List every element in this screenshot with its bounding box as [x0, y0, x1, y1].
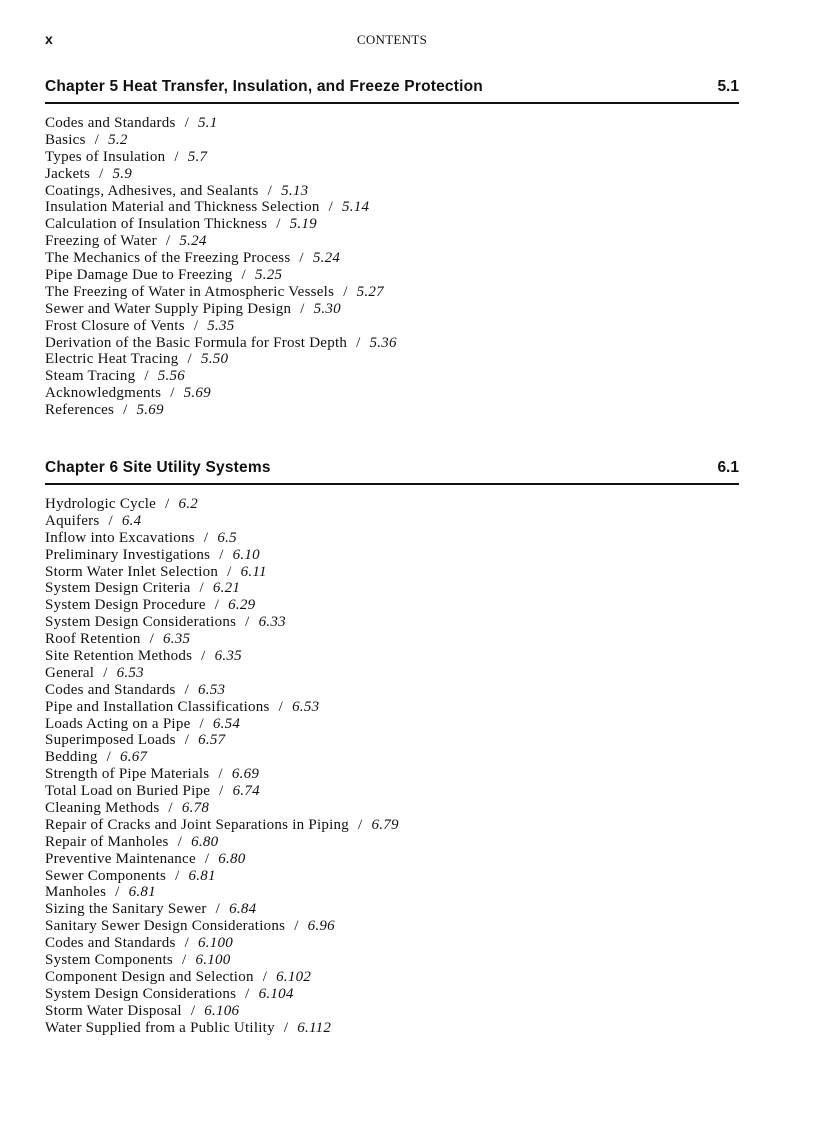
entry-page: 5.13	[281, 182, 309, 199]
entry-title: Jackets	[45, 165, 91, 182]
entry-separator: /	[184, 935, 189, 952]
chapter-page: 5.1	[717, 78, 739, 95]
toc-entry	[45, 547, 399, 564]
toc-entry	[45, 699, 399, 716]
entry-title: Manholes	[45, 884, 107, 901]
entry-title: Basics	[45, 131, 86, 148]
toc-entry	[45, 284, 397, 301]
entry-separator: /	[356, 334, 361, 351]
entry-separator: /	[219, 783, 224, 800]
entry-title: System Components	[45, 952, 174, 969]
entry-page: 5.56	[157, 368, 186, 385]
entry-page: 6.81	[188, 867, 216, 884]
entry-title: Storm Water Disposal	[45, 1002, 182, 1019]
entry-title: Calculation of Insulation Thickness	[45, 216, 268, 233]
entry-page: 6.96	[307, 918, 335, 935]
toc-entry	[45, 732, 399, 749]
entry-title: Electric Heat Tracing	[45, 351, 179, 368]
entry-title: Steam Tracing	[45, 368, 136, 385]
entry-title: Acknowledgments	[45, 385, 162, 402]
entry-page: 5.1	[198, 115, 218, 131]
entry-separator: /	[328, 199, 333, 216]
entry-separator: /	[294, 918, 299, 935]
toc-entry	[45, 132, 397, 149]
entry-page: 5.25	[254, 267, 283, 284]
toc-entry	[45, 800, 399, 817]
entry-page: 6.53	[116, 664, 144, 681]
running-head: CONTENTS	[356, 32, 428, 47]
entry-title: Repair of Cracks and Joint Separations in Piping	[45, 816, 350, 833]
toc-entry	[45, 851, 399, 868]
entry-separator: /	[199, 715, 204, 732]
toc-entry	[45, 402, 397, 419]
entry-page: 6.53	[292, 698, 320, 715]
entry-separator: /	[175, 867, 180, 884]
entry-page: 5.35	[207, 317, 235, 334]
entry-title: The Freezing of Water in Atmospheric Vessels	[45, 283, 335, 300]
entry-page: 6.2	[178, 496, 198, 512]
entry-page: 5.36	[369, 334, 397, 351]
toc-entry	[45, 267, 397, 284]
toc-entry	[45, 884, 399, 901]
toc-entry	[45, 665, 399, 682]
entry-title: References	[45, 402, 115, 419]
entry-separator: /	[204, 850, 210, 867]
entry-separator: /	[343, 283, 348, 300]
entry-separator: /	[170, 385, 175, 402]
toc-entry	[45, 183, 397, 200]
entry-page: 6.106	[204, 1002, 240, 1019]
entry-separator: /	[144, 368, 149, 385]
chapter-5-heading	[45, 78, 739, 104]
page-header	[45, 31, 739, 51]
toc-entry	[45, 250, 397, 267]
entry-page: 6.112	[297, 1019, 332, 1036]
entry-separator: /	[123, 402, 128, 419]
entry-title: The Mechanics of the Freezing Process	[45, 250, 291, 267]
entry-title: Roof Retention	[45, 631, 141, 648]
toc-entry	[45, 530, 399, 547]
entry-title: Water Supplied from a Public Utility	[45, 1019, 275, 1036]
toc-entry	[45, 166, 397, 183]
toc-entry	[45, 817, 399, 834]
entry-page: 6.29	[228, 597, 256, 614]
chapter-5-entries	[45, 115, 397, 419]
entry-page: 6.84	[229, 901, 257, 918]
entry-title: Repair of Manholes	[45, 833, 169, 850]
toc-entry	[45, 716, 399, 733]
entry-title: Sewer and Water Supply Piping Design	[45, 300, 292, 317]
toc-entry	[45, 631, 399, 648]
toc-entry	[45, 868, 399, 885]
entry-title: Preventive Maintenance	[45, 850, 196, 867]
entry-title: Types of Insulation	[45, 148, 166, 165]
entry-page: 6.100	[195, 952, 231, 969]
toc-entry	[45, 301, 397, 318]
entry-page: 5.24	[312, 250, 341, 267]
entry-separator: /	[283, 1019, 289, 1036]
entry-title: Inflow into Excavations	[45, 529, 195, 546]
entry-separator: /	[108, 512, 113, 529]
entry-page: 6.35	[214, 648, 242, 665]
entry-title: General	[45, 664, 95, 681]
entry-title: Site Retention Methods	[45, 648, 193, 665]
entry-page: 6.53	[198, 681, 226, 698]
entry-page: 6.80	[218, 850, 246, 867]
entry-separator: /	[219, 546, 224, 563]
chapter-page: 6.1	[717, 459, 739, 476]
entry-separator: /	[358, 816, 363, 833]
toc-entry	[45, 1020, 399, 1037]
toc-entry	[45, 513, 399, 530]
toc-entry	[45, 496, 399, 513]
entry-title: Total Load on Buried Pipe	[45, 783, 211, 800]
entry-page: 6.4	[121, 512, 142, 529]
entry-page: 6.104	[258, 985, 294, 1002]
toc-entry	[45, 682, 399, 699]
entry-title: Bedding	[45, 749, 98, 766]
entry-title: Sizing the Sanitary Sewer	[45, 901, 207, 918]
entry-page: 6.78	[181, 800, 210, 817]
entry-separator: /	[99, 165, 104, 182]
entry-separator: /	[165, 496, 170, 512]
toc-entry	[45, 216, 397, 233]
entry-page: 6.81	[128, 884, 156, 901]
entry-title: Insulation Material and Thickness Selection	[45, 199, 320, 216]
toc-entry	[45, 834, 399, 851]
entry-separator: /	[201, 648, 206, 665]
entry-title: Codes and Standards	[45, 115, 176, 131]
entry-page: 5.69	[183, 385, 211, 402]
entry-page: 5.50	[200, 351, 229, 368]
entry-page: 6.74	[232, 783, 260, 800]
entry-page: 6.54	[212, 715, 241, 732]
toc-entry	[45, 597, 399, 614]
entry-separator: /	[103, 664, 108, 681]
entry-page: 5.14	[342, 199, 370, 216]
toc-entry	[45, 580, 399, 597]
entry-page: 5.7	[187, 148, 208, 165]
entry-title: System Design Considerations	[45, 985, 237, 1002]
toc-entry	[45, 935, 399, 952]
entry-separator: /	[106, 749, 112, 766]
entry-title: Superimposed Loads	[45, 732, 176, 749]
entry-separator: /	[174, 148, 179, 165]
entry-page: 6.67	[120, 749, 148, 766]
toc-entry	[45, 952, 399, 969]
entry-title: Preliminary Investigations	[45, 546, 211, 563]
entry-page: 6.100	[198, 935, 233, 952]
toc-entry	[45, 901, 399, 918]
entry-page: 6.10	[232, 546, 260, 563]
entry-separator: /	[218, 766, 223, 783]
toc-entry	[45, 986, 399, 1003]
entry-title: Storm Water Inlet Selection	[45, 563, 219, 580]
chapter-title: Chapter 5 Heat Transfer, Insulation, and Freeze Protection	[45, 78, 483, 95]
entry-title: Frost Closure of Vents	[45, 317, 185, 334]
entry-page: 6.69	[231, 766, 260, 783]
entry-separator: /	[299, 250, 304, 267]
entry-page: 6.102	[276, 968, 312, 985]
entry-title: Pipe and Installation Classifications	[45, 698, 270, 715]
entry-separator: /	[278, 698, 284, 715]
entry-title: Coatings, Adhesives, and Sealants	[45, 182, 259, 199]
entry-title: Pipe Damage Due to Freezing	[45, 267, 233, 284]
entry-title: Cleaning Methods	[45, 800, 160, 817]
entry-separator: /	[227, 563, 232, 580]
toc-entry	[45, 351, 397, 368]
entry-page: 5.27	[356, 283, 384, 300]
entry-separator: /	[184, 115, 189, 131]
entry-title: Sewer Components	[45, 867, 167, 884]
entry-page: 5.69	[136, 402, 164, 419]
entry-title: Derivation of the Basic Formula for Frost Depth	[45, 334, 348, 351]
entry-page: 6.11	[240, 563, 267, 580]
entry-separator: /	[168, 800, 173, 817]
toc-entry	[45, 149, 397, 166]
toc-entry	[45, 115, 397, 132]
entry-separator: /	[187, 351, 192, 368]
entry-separator: /	[184, 681, 189, 698]
toc-entry	[45, 233, 397, 250]
entry-title: Codes and Standards	[45, 935, 176, 952]
entry-page: 6.57	[198, 732, 226, 749]
entry-title: Hydrologic Cycle	[45, 496, 157, 512]
toc-entry	[45, 614, 399, 631]
toc-entry	[45, 1003, 399, 1020]
entry-separator: /	[177, 833, 183, 850]
entry-page: 6.21	[212, 580, 241, 597]
entry-page: 5.19	[289, 216, 317, 233]
entry-separator: /	[203, 529, 209, 546]
toc-entry	[45, 199, 397, 216]
toc-entry	[45, 969, 399, 986]
entry-separator: /	[214, 597, 220, 614]
entry-separator: /	[300, 300, 305, 317]
entry-title: Loads Acting on a Pipe	[45, 715, 191, 732]
entry-page: 5.30	[313, 300, 341, 317]
entry-separator: /	[165, 233, 171, 250]
entry-separator: /	[193, 317, 199, 334]
entry-page: 6.80	[191, 833, 219, 850]
entry-title: Aquifers	[45, 512, 100, 529]
entry-separator: /	[199, 580, 204, 597]
entry-title: Component Design and Selection	[45, 968, 254, 985]
toc-entry	[45, 648, 399, 665]
toc-entry	[45, 766, 399, 783]
entry-page: 5.24	[179, 233, 207, 250]
entry-separator: /	[184, 732, 190, 749]
toc-entry	[45, 564, 399, 581]
entry-separator: /	[276, 216, 281, 233]
entry-title: System Design Criteria	[45, 580, 191, 597]
page-number: x	[45, 31, 53, 47]
entry-page: 6.79	[371, 816, 399, 833]
entry-separator: /	[241, 267, 246, 284]
entry-separator: /	[245, 985, 250, 1002]
entry-title: Freezing of Water	[45, 233, 157, 250]
entry-title: Strength of Pipe Materials	[45, 766, 210, 783]
entry-separator: /	[245, 614, 250, 631]
entry-separator: /	[190, 1002, 196, 1019]
entry-separator: /	[262, 968, 268, 985]
entry-separator: /	[215, 901, 221, 918]
entry-page: 6.33	[258, 614, 286, 631]
toc-entry	[45, 368, 397, 385]
toc-entry	[45, 318, 397, 335]
toc-entry	[45, 749, 399, 766]
entry-title: System Design Considerations	[45, 614, 237, 631]
entry-page: 6.5	[217, 529, 237, 546]
entry-title: Codes and Standards	[45, 681, 176, 698]
entry-separator: /	[267, 182, 273, 199]
entry-separator: /	[149, 631, 154, 648]
toc-entry	[45, 783, 399, 800]
toc-entry	[45, 335, 397, 352]
entry-page: 6.35	[163, 631, 191, 648]
entry-separator: /	[182, 952, 187, 969]
entry-page: 5.2	[108, 131, 128, 148]
entry-separator: /	[94, 131, 100, 148]
toc-entry	[45, 918, 399, 935]
chapter-title: Chapter 6 Site Utility Systems	[45, 459, 271, 476]
chapter-6-heading	[45, 459, 739, 485]
entry-separator: /	[115, 884, 120, 901]
entry-title: Sanitary Sewer Design Considerations	[45, 918, 286, 935]
entry-page: 5.9	[112, 165, 132, 182]
entry-title: System Design Procedure	[45, 597, 206, 614]
toc-entry	[45, 385, 397, 402]
chapter-6-entries	[45, 496, 399, 1037]
